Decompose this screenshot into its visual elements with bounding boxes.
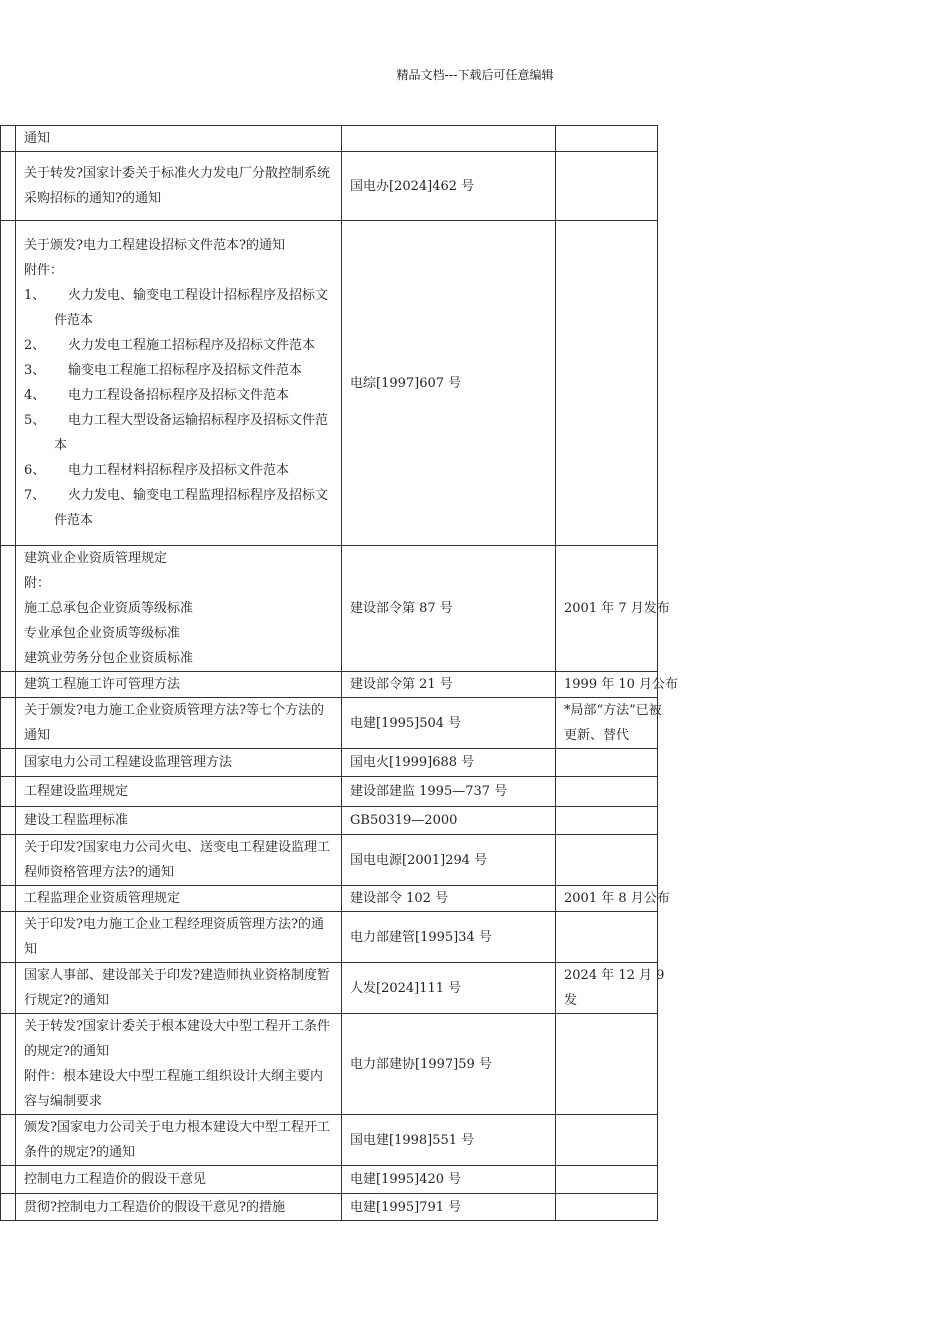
- document-title-cell: [16, 835, 342, 886]
- table-row: [1, 912, 658, 963]
- attachment-item-number: 2、: [24, 338, 46, 353]
- document-title-cell: [16, 1014, 342, 1115]
- row-index-cell: [1, 546, 16, 672]
- document-number-cell: [342, 126, 556, 152]
- document-title-line: 专业承包企业资质等级标准: [24, 626, 181, 641]
- attachment-item-text: 输变电工程施工招标程序及招标文件范本: [68, 363, 303, 378]
- document-title-line: 通知: [24, 131, 51, 146]
- table-row: [1, 152, 658, 221]
- document-title-cell: [16, 963, 342, 1014]
- document-number-cell: 国电办[2024]462 号: [342, 152, 556, 221]
- table-row: [1, 1115, 658, 1166]
- note-cell: [556, 1014, 658, 1115]
- document-title-line: 建筑业企业资质管理规定: [24, 551, 168, 566]
- document-title-line: 附件：: [24, 263, 64, 278]
- attachment-item-number: 5、: [24, 413, 46, 428]
- table-row: [1, 1194, 658, 1221]
- document-title-cell: [16, 1194, 342, 1221]
- row-index-cell: [1, 1115, 16, 1166]
- table-row: [1, 807, 658, 835]
- document-title-cell: [16, 672, 342, 698]
- document-title-cell: [16, 698, 342, 749]
- table-row: [1, 835, 658, 886]
- document-title-line: 附：: [24, 576, 51, 591]
- document-title-line: 建设工程监理标准: [24, 813, 129, 828]
- document-title-cell: [16, 221, 342, 546]
- note-cell: [556, 126, 658, 152]
- document-number-cell: 电综[1997]607 号: [342, 221, 556, 546]
- document-number-cell: GB50319—2000: [342, 807, 556, 835]
- document-number-cell: 人发[2024]111 号: [342, 963, 556, 1014]
- document-title-cell: [16, 886, 342, 912]
- document-title-cell: [16, 749, 342, 777]
- note-cell: [556, 1166, 658, 1194]
- attachment-item: [24, 333, 333, 358]
- document-number-cell: 电建[1995]791 号: [342, 1194, 556, 1221]
- row-index-cell: [1, 221, 16, 546]
- table-row: [1, 221, 658, 546]
- document-title-line: 国家人事部、建设部关于印发?建造师执业资格制度暂行规定?的通知: [24, 968, 330, 1008]
- row-index-cell: [1, 835, 16, 886]
- document-number-cell: 电建[1995]420 号: [342, 1166, 556, 1194]
- attachment-item: [24, 408, 333, 458]
- attachment-item-number: 6、: [24, 463, 46, 478]
- document-title-cell: [16, 152, 342, 221]
- document-number-cell: 电力部建协[1997]59 号: [342, 1014, 556, 1115]
- document-title-line: 颁发?国家电力公司关于电力根本建设大中型工程开工条件的规定?的通知: [24, 1120, 330, 1160]
- row-index-cell: [1, 777, 16, 807]
- document-title-cell: [16, 912, 342, 963]
- document-title-cell: [16, 777, 342, 807]
- attachment-item-text: 电力工程材料招标程序及招标文件范本: [68, 463, 290, 478]
- document-title-cell: [16, 546, 342, 672]
- document-title-line: 关于转发?国家计委关于标准火力发电厂分散控制系统采购招标的通知?的通知: [24, 166, 330, 206]
- row-index-cell: [1, 1166, 16, 1194]
- document-title-cell: [16, 1115, 342, 1166]
- table-row: [1, 777, 658, 807]
- table-row: [1, 126, 658, 152]
- row-index-cell: [1, 698, 16, 749]
- note-cell: [556, 886, 670, 912]
- attachment-item-number: 4、: [24, 388, 46, 403]
- note-cell: [556, 963, 665, 1014]
- table-row: [1, 1166, 658, 1194]
- table-row: [1, 698, 658, 749]
- note-cell: [556, 698, 662, 749]
- attachment-item-text: 电力工程大型设备运输招标程序及招标文件范本: [54, 413, 329, 453]
- note-line: *局部“方法”已被: [564, 703, 662, 718]
- note-cell: [556, 777, 658, 807]
- attachment-item-text: 火力发电工程施工招标程序及招标文件范本: [68, 338, 316, 353]
- document-number-cell: 国电建[1998]551 号: [342, 1115, 556, 1166]
- document-title-line: 国家电力公司工程建设监理管理方法: [24, 755, 233, 770]
- document-number-cell: 国电火[1999]688 号: [342, 749, 556, 777]
- document-title-line: 关于转发?国家计委关于根本建设大中型工程开工条件的规定?的通知: [24, 1019, 330, 1059]
- document-number-cell: 电建[1995]504 号: [342, 698, 556, 749]
- row-index-cell: [1, 963, 16, 1014]
- note-line: 2001 年 8 月公布: [564, 891, 670, 906]
- attachment-item-number: 1、: [24, 288, 46, 303]
- note-cell: [556, 546, 670, 672]
- note-cell: [556, 152, 658, 221]
- note-cell: [556, 807, 658, 835]
- table-row: [1, 749, 658, 777]
- attachment-item: [24, 383, 333, 408]
- note-cell: [556, 1115, 658, 1166]
- document-title-line: 关于颁发?电力施工企业资质管理方法?等七个方法的通知: [24, 703, 324, 743]
- attachment-item-text: 电力工程设备招标程序及招标文件范本: [68, 388, 290, 403]
- document-title-line: 施工总承包企业资质等级标准: [24, 601, 194, 616]
- document-number-cell: 电力部建管[1995]34 号: [342, 912, 556, 963]
- document-title-cell: [16, 126, 342, 152]
- page-header: 精品文档---下载后可任意编辑: [396, 68, 554, 82]
- attachment-item: [24, 358, 333, 383]
- row-index-cell: [1, 1014, 16, 1115]
- note-line: 更新、替代: [564, 728, 630, 743]
- note-line: 发: [564, 993, 578, 1008]
- document-title-line: 控制电力工程造价的假设干意见: [24, 1172, 207, 1187]
- document-number-cell: 建设部令第 21 号: [342, 672, 556, 698]
- attachment-item: [24, 283, 333, 333]
- document-title-line: 关于颁发?电力工程建设招标文件范本?的通知: [24, 238, 285, 253]
- note-cell: [556, 835, 658, 886]
- attachment-item-text: 火力发电、输变电工程设计招标程序及招标文件范本: [54, 288, 329, 328]
- attachment-item-number: 3、: [24, 363, 46, 378]
- row-index-cell: [1, 749, 16, 777]
- table-row: [1, 963, 658, 1014]
- table-row: [1, 672, 658, 698]
- document-title-line: 建筑业劳务分包企业资质标准: [24, 651, 194, 666]
- regulations-table: [0, 125, 679, 1221]
- table-row: [1, 546, 658, 672]
- document-title-cell: [16, 1166, 342, 1194]
- note-cell: [556, 749, 658, 777]
- document-title-line: 关于印发?国家电力公司火电、送变电工程建设监理工程师资格管理方法?的通知: [24, 840, 330, 880]
- row-index-cell: [1, 152, 16, 221]
- document-title-line: 工程监理企业资质管理规定: [24, 891, 181, 906]
- table-row: [1, 886, 658, 912]
- row-index-cell: [1, 807, 16, 835]
- document-title-cell: [16, 807, 342, 835]
- document-number-cell: 建设部令 102 号: [342, 886, 556, 912]
- document-title-line: 建筑工程施工许可管理方法: [24, 677, 181, 692]
- table-row: [1, 1014, 658, 1115]
- attachment-item-number: 7、: [24, 488, 46, 503]
- note-cell: [556, 221, 658, 546]
- note-cell: [556, 912, 658, 963]
- attachment-item-text: 火力发电、输变电工程监理招标程序及招标文件范本: [54, 488, 329, 528]
- row-index-cell: [1, 912, 16, 963]
- document-title-line: 关于印发?电力施工企业工程经理资质管理方法?的通知: [24, 917, 324, 957]
- document-title-line: 贯彻?控制电力工程造价的假设干意见?的措施: [24, 1199, 285, 1215]
- note-cell: [556, 1194, 658, 1221]
- document-number-cell: 建设部建监 1995—737 号: [342, 777, 556, 807]
- row-index-cell: [1, 886, 16, 912]
- document-number-cell: 建设部令第 87 号: [342, 546, 556, 672]
- note-cell: [556, 672, 679, 698]
- document-title-line: 工程建设监理规定: [24, 784, 129, 799]
- note-line: 2001 年 7 月发布: [564, 601, 670, 616]
- row-index-cell: [1, 672, 16, 698]
- note-line: 1999 年 10 月公布: [564, 677, 679, 692]
- note-line: 2024 年 12 月 9: [564, 968, 665, 983]
- row-index-cell: [1, 126, 16, 152]
- attachment-item: [24, 458, 333, 483]
- document-title-line: 附件：根本建设大中型工程施工组织设计大纲主要内容与编制要求: [24, 1069, 324, 1109]
- document-number-cell: 国电电源[2001]294 号: [342, 835, 556, 886]
- attachment-item: [24, 483, 333, 533]
- row-index-cell: [1, 1194, 16, 1221]
